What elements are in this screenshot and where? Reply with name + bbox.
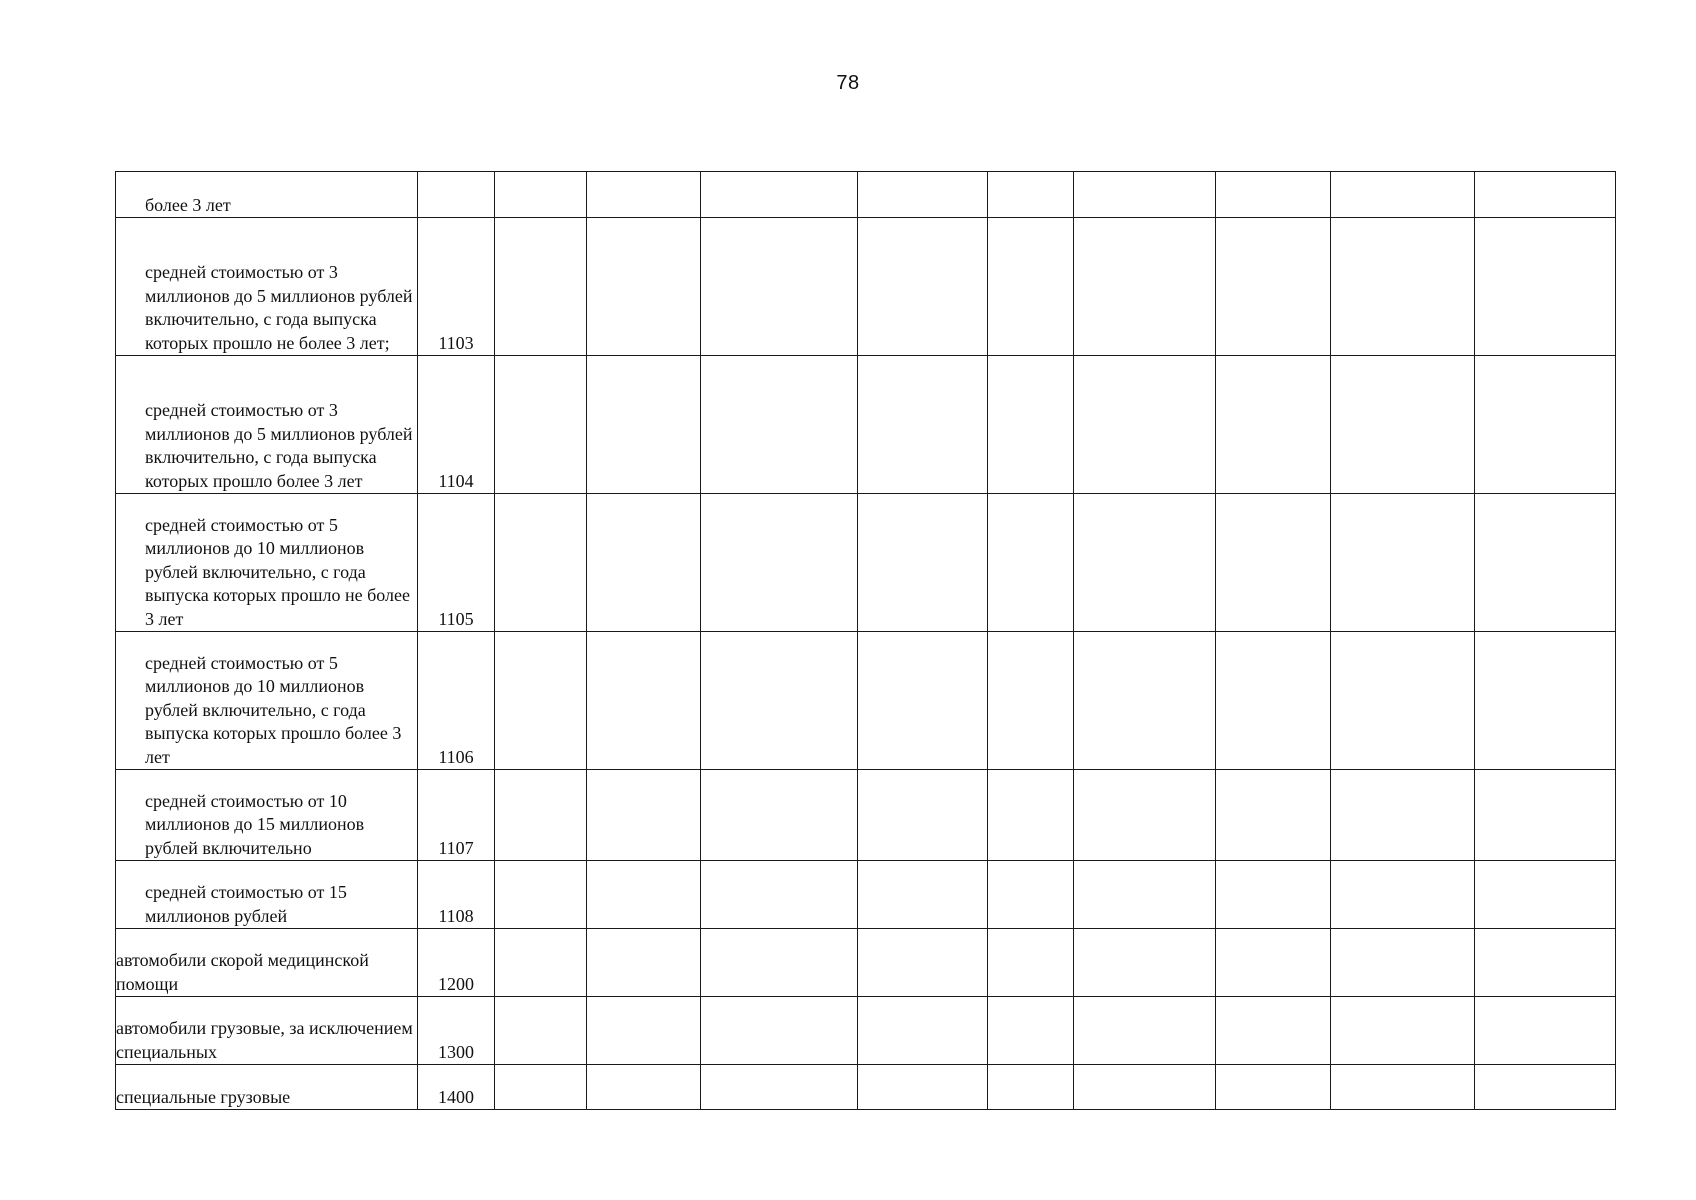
empty-cell bbox=[495, 172, 587, 218]
empty-cell bbox=[1331, 632, 1475, 770]
empty-cell bbox=[587, 632, 701, 770]
empty-cell bbox=[1074, 172, 1216, 218]
empty-cell bbox=[1216, 997, 1331, 1065]
empty-cell bbox=[1216, 632, 1331, 770]
empty-cell bbox=[858, 997, 988, 1065]
row-label: средней стоимостью от 15 миллионов рублей bbox=[145, 882, 347, 926]
empty-cell bbox=[701, 770, 858, 861]
empty-cell bbox=[587, 861, 701, 929]
empty-cell bbox=[1074, 929, 1216, 997]
empty-cell bbox=[701, 356, 858, 494]
empty-cell bbox=[1074, 632, 1216, 770]
empty-cell bbox=[701, 218, 858, 356]
empty-cell bbox=[495, 632, 587, 770]
empty-cell bbox=[1331, 929, 1475, 997]
empty-cell bbox=[1475, 770, 1616, 861]
empty-cell bbox=[858, 356, 988, 494]
empty-cell bbox=[587, 770, 701, 861]
empty-cell bbox=[1475, 861, 1616, 929]
empty-cell bbox=[701, 929, 858, 997]
empty-cell bbox=[1475, 172, 1616, 218]
table-row bbox=[116, 494, 1616, 632]
empty-cell bbox=[495, 770, 587, 861]
row-label-cell bbox=[116, 997, 418, 1065]
empty-cell bbox=[1475, 494, 1616, 632]
empty-cell bbox=[988, 929, 1074, 997]
row-code: 1105 bbox=[418, 494, 495, 632]
empty-cell bbox=[988, 1065, 1074, 1110]
table-row bbox=[116, 172, 1616, 218]
row-code: 1300 bbox=[418, 997, 495, 1065]
table-row bbox=[116, 770, 1616, 861]
empty-cell bbox=[1074, 997, 1216, 1065]
empty-cell bbox=[988, 861, 1074, 929]
empty-cell bbox=[495, 997, 587, 1065]
report-table bbox=[115, 171, 1616, 1110]
empty-cell bbox=[1074, 1065, 1216, 1110]
empty-cell bbox=[988, 356, 1074, 494]
table-row bbox=[116, 218, 1616, 356]
empty-cell bbox=[587, 172, 701, 218]
empty-cell bbox=[1475, 356, 1616, 494]
empty-cell bbox=[988, 632, 1074, 770]
row-label: средней стоимостью от 3 миллионов до 5 миллионов рублей включительно, с года выпуска которых прошло не более 3 лет; bbox=[145, 262, 413, 353]
empty-cell bbox=[1216, 861, 1331, 929]
table-row bbox=[116, 356, 1616, 494]
empty-cell bbox=[988, 997, 1074, 1065]
empty-cell bbox=[1216, 172, 1331, 218]
empty-cell bbox=[587, 1065, 701, 1110]
row-code: 1106 bbox=[418, 632, 495, 770]
row-code: 1400 bbox=[418, 1065, 495, 1110]
row-label-cell bbox=[116, 929, 418, 997]
table-row bbox=[116, 861, 1616, 929]
row-label-cell bbox=[116, 494, 418, 632]
row-label: средней стоимостью от 5 миллионов до 10 миллионов рублей включительно, с года выпуска которых прошло не более 3 лет bbox=[145, 514, 410, 629]
empty-cell bbox=[1074, 356, 1216, 494]
empty-cell bbox=[1074, 861, 1216, 929]
empty-cell bbox=[1331, 770, 1475, 861]
empty-cell bbox=[858, 861, 988, 929]
empty-cell bbox=[1475, 1065, 1616, 1110]
row-label: более 3 лет bbox=[145, 194, 231, 215]
empty-cell bbox=[1331, 356, 1475, 494]
row-label-cell bbox=[116, 632, 418, 770]
row-label-cell bbox=[116, 172, 418, 218]
empty-cell bbox=[858, 929, 988, 997]
empty-cell bbox=[988, 494, 1074, 632]
empty-cell bbox=[1331, 997, 1475, 1065]
empty-cell bbox=[858, 218, 988, 356]
empty-cell bbox=[495, 218, 587, 356]
row-code: 1108 bbox=[418, 861, 495, 929]
table-row bbox=[116, 929, 1616, 997]
row-code bbox=[418, 172, 495, 218]
empty-cell bbox=[1216, 929, 1331, 997]
page-number: 78 bbox=[836, 72, 860, 94]
row-label-cell bbox=[116, 218, 418, 356]
empty-cell bbox=[495, 356, 587, 494]
empty-cell bbox=[1475, 218, 1616, 356]
row-label: средней стоимостью от 10 миллионов до 15 миллионов рублей включительно bbox=[145, 790, 365, 858]
empty-cell bbox=[701, 861, 858, 929]
table-row bbox=[116, 997, 1616, 1065]
empty-cell bbox=[1074, 494, 1216, 632]
row-label-cell bbox=[116, 861, 418, 929]
row-label-cell bbox=[116, 1065, 418, 1110]
empty-cell bbox=[495, 1065, 587, 1110]
empty-cell bbox=[1475, 929, 1616, 997]
table-body bbox=[116, 172, 1616, 1110]
row-label-cell bbox=[116, 770, 418, 861]
empty-cell bbox=[701, 1065, 858, 1110]
empty-cell bbox=[858, 494, 988, 632]
row-label: специальные грузовые bbox=[116, 1086, 291, 1107]
empty-cell bbox=[587, 997, 701, 1065]
empty-cell bbox=[858, 1065, 988, 1110]
empty-cell bbox=[858, 770, 988, 861]
empty-cell bbox=[1074, 218, 1216, 356]
row-label-cell bbox=[116, 356, 418, 494]
empty-cell bbox=[701, 632, 858, 770]
empty-cell bbox=[495, 494, 587, 632]
empty-cell bbox=[858, 172, 988, 218]
empty-cell bbox=[1475, 997, 1616, 1065]
row-label: автомобили грузовые, за исключением специальных bbox=[116, 1018, 413, 1062]
empty-cell bbox=[701, 172, 858, 218]
empty-cell bbox=[988, 770, 1074, 861]
row-code: 1104 bbox=[418, 356, 495, 494]
empty-cell bbox=[1216, 356, 1331, 494]
row-label: средней стоимостью от 3 миллионов до 5 миллионов рублей включительно, с года выпуска которых прошло более 3 лет bbox=[145, 400, 413, 491]
row-label: автомобили скорой медицинской помощи bbox=[116, 950, 369, 994]
empty-cell bbox=[587, 494, 701, 632]
empty-cell bbox=[1331, 172, 1475, 218]
row-label: средней стоимостью от 5 миллионов до 10 миллионов рублей включительно, с года выпуска которых прошло более 3 лет bbox=[145, 652, 402, 767]
empty-cell bbox=[495, 929, 587, 997]
empty-cell bbox=[1074, 770, 1216, 861]
empty-cell bbox=[1216, 218, 1331, 356]
empty-cell bbox=[495, 861, 587, 929]
empty-cell bbox=[1331, 1065, 1475, 1110]
row-code: 1103 bbox=[418, 218, 495, 356]
empty-cell bbox=[587, 356, 701, 494]
empty-cell bbox=[1216, 494, 1331, 632]
empty-cell bbox=[1216, 1065, 1331, 1110]
row-code: 1107 bbox=[418, 770, 495, 861]
empty-cell bbox=[858, 632, 988, 770]
empty-cell bbox=[1331, 218, 1475, 356]
row-code: 1200 bbox=[418, 929, 495, 997]
empty-cell bbox=[988, 218, 1074, 356]
empty-cell bbox=[1475, 632, 1616, 770]
empty-cell bbox=[1331, 494, 1475, 632]
empty-cell bbox=[587, 218, 701, 356]
table-row bbox=[116, 632, 1616, 770]
empty-cell bbox=[988, 172, 1074, 218]
empty-cell bbox=[701, 494, 858, 632]
empty-cell bbox=[1331, 861, 1475, 929]
empty-cell bbox=[587, 929, 701, 997]
empty-cell bbox=[1216, 770, 1331, 861]
table-row bbox=[116, 1065, 1616, 1110]
empty-cell bbox=[701, 997, 858, 1065]
